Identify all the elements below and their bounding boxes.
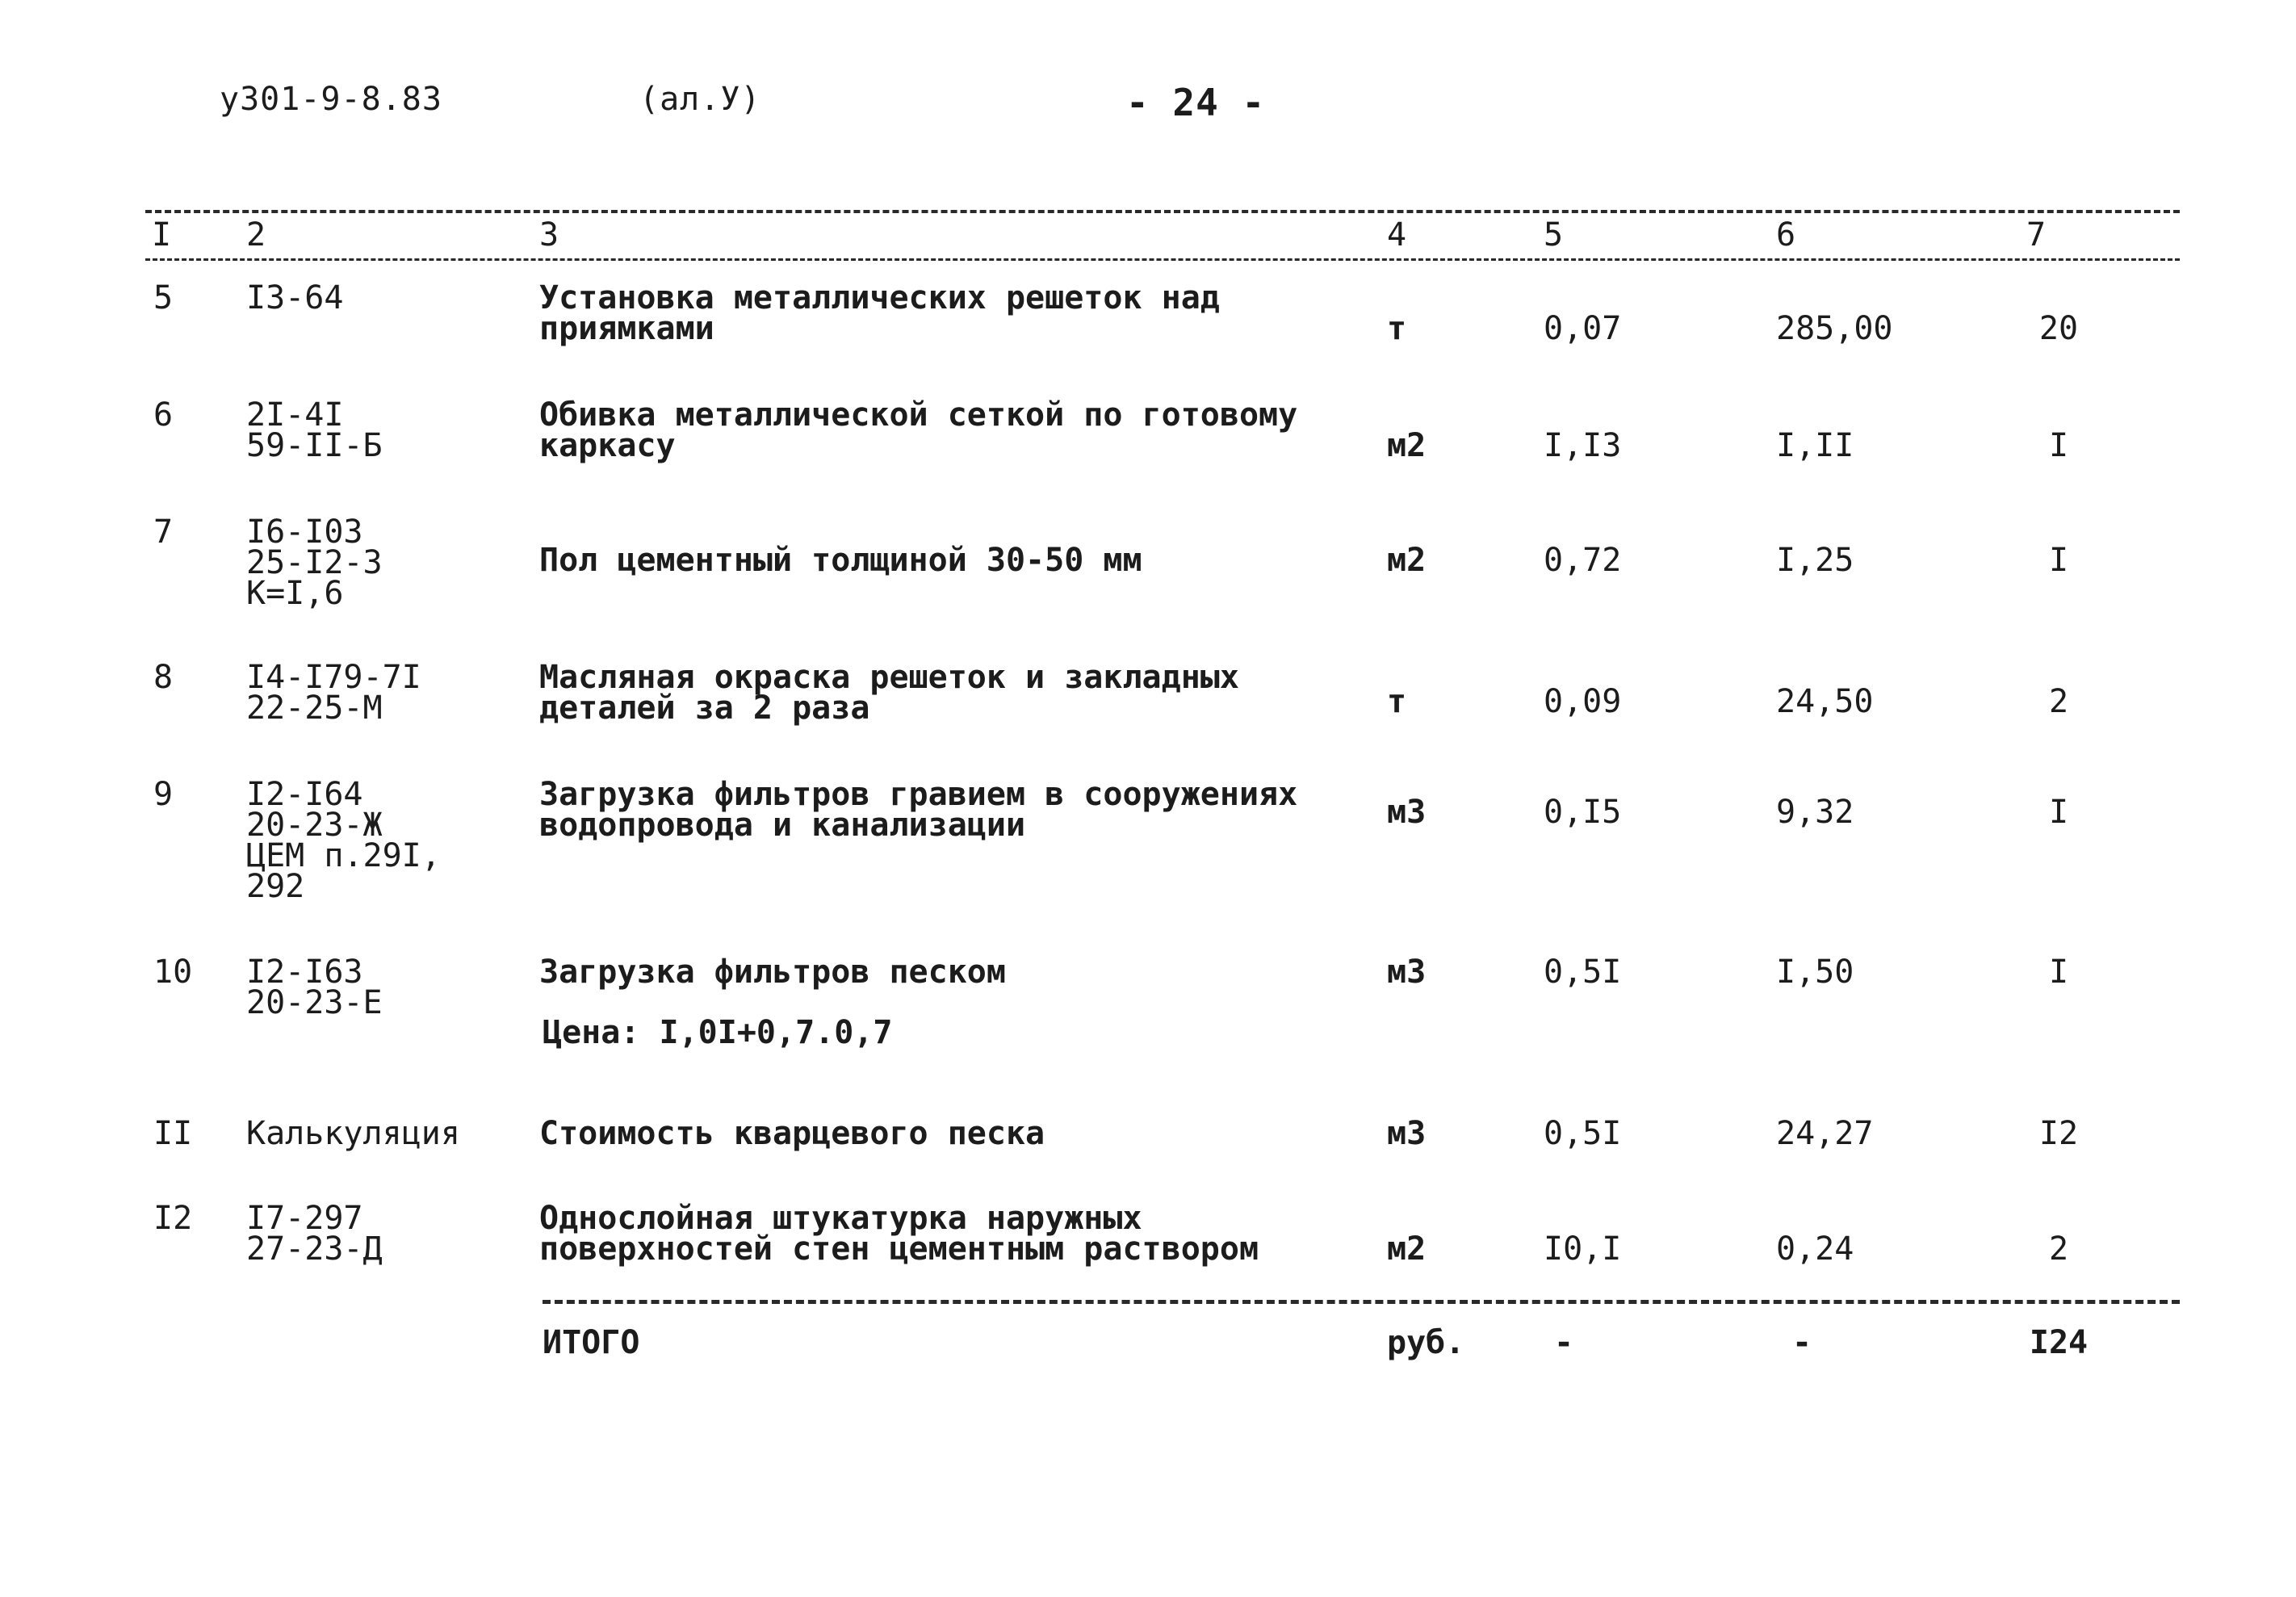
row-description: Масляная окраска решеток и закладных деталей за 2 раза bbox=[539, 659, 1239, 727]
total-quantity: - bbox=[1554, 1324, 1574, 1361]
row-unit: т bbox=[1387, 310, 1407, 347]
row-number: 8 bbox=[153, 659, 174, 696]
row-code: I2-I64 20-23-Ж ЦЕМ п.29I, 292 bbox=[246, 776, 441, 905]
row-unit-price: 9,32 bbox=[1776, 794, 1854, 831]
row-quantity: 0,09 bbox=[1544, 683, 1622, 720]
row-price-note: Цена: I,0I+0,7.0,7 bbox=[543, 1014, 893, 1051]
row-code: I6-I03 25-I2-3 К=I,6 bbox=[246, 513, 383, 612]
row-total: 2 bbox=[2048, 683, 2069, 720]
row-quantity: 0,5I bbox=[1544, 954, 1622, 991]
row-description: Загрузка фильтров гравием в сооружениях водопровода и канализации bbox=[539, 776, 1298, 844]
row-unit-price: 0,24 bbox=[1776, 1230, 1854, 1268]
row-unit-price: 285,00 bbox=[1776, 310, 1893, 347]
row-total: I bbox=[2048, 542, 2069, 579]
row-unit: м3 bbox=[1387, 794, 1427, 831]
total-unit: руб. bbox=[1387, 1324, 1465, 1361]
row-code: 2I-4I 59-II-Б bbox=[246, 396, 383, 464]
row-number: 6 bbox=[153, 396, 174, 434]
row-number: 7 bbox=[153, 513, 174, 551]
row-unit: м3 bbox=[1387, 1115, 1427, 1152]
row-number: 5 bbox=[153, 279, 174, 316]
column-header-3: 3 bbox=[539, 216, 559, 254]
column-header-6: 6 bbox=[1776, 216, 1796, 254]
sheet-label: (ал.У) bbox=[639, 81, 761, 118]
row-code: Калькуляция bbox=[246, 1115, 460, 1152]
row-code: I2-I63 20-23-Е bbox=[246, 954, 383, 1021]
row-unit: м2 bbox=[1387, 427, 1427, 464]
row-number: I2 bbox=[153, 1200, 193, 1237]
total-sum: I24 bbox=[2029, 1324, 2089, 1361]
column-header-7: 7 bbox=[2026, 216, 2047, 254]
row-code: I4-I79-7I 22-25-М bbox=[246, 659, 421, 727]
header-bottom-rule bbox=[145, 258, 2180, 261]
row-total: I2 bbox=[2038, 1115, 2079, 1152]
row-quantity: 0,I5 bbox=[1544, 794, 1622, 831]
row-total: I bbox=[2048, 794, 2069, 831]
row-number: 9 bbox=[153, 776, 174, 813]
row-total: 2 bbox=[2048, 1230, 2069, 1268]
row-code: I3-64 bbox=[246, 279, 344, 316]
row-quantity: 0,5I bbox=[1544, 1115, 1622, 1152]
row-unit-price: I,II bbox=[1776, 427, 1854, 464]
row-description: Однослойная штукатурка наружных поверхностей стен цементным раствором bbox=[539, 1200, 1259, 1268]
row-unit-price: 24,50 bbox=[1776, 683, 1874, 720]
row-quantity: 0,72 bbox=[1544, 542, 1622, 579]
column-header-5: 5 bbox=[1544, 216, 1564, 254]
row-description: Установка металлических решеток над приямками bbox=[539, 279, 1220, 347]
row-number: 10 bbox=[153, 954, 193, 991]
row-unit-price: I,50 bbox=[1776, 954, 1854, 991]
row-description: Пол цементный толщиной 30-50 мм bbox=[539, 542, 1142, 579]
column-header-2: 2 bbox=[246, 216, 266, 254]
row-total: 20 bbox=[2038, 310, 2079, 347]
row-total: I bbox=[2048, 427, 2069, 464]
row-description: Обивка металлической сеткой по готовому каркасу bbox=[539, 396, 1298, 464]
total-label: ИТОГО bbox=[543, 1324, 640, 1361]
row-unit-price: 24,27 bbox=[1776, 1115, 1874, 1152]
column-header-4: 4 bbox=[1387, 216, 1407, 254]
row-quantity: 0,07 bbox=[1544, 310, 1622, 347]
row-unit-price: I,25 bbox=[1776, 542, 1854, 579]
row-total: I bbox=[2048, 954, 2069, 991]
row-quantity: I,I3 bbox=[1544, 427, 1622, 464]
row-number: II bbox=[153, 1115, 193, 1152]
row-unit: м2 bbox=[1387, 1230, 1427, 1268]
row-description: Стоимость кварцевого песка bbox=[539, 1115, 1045, 1152]
page-number: - 24 - bbox=[1126, 81, 1266, 124]
column-header-row bbox=[0, 216, 2296, 257]
document-code: у301-9-8.83 bbox=[220, 81, 442, 118]
row-unit: м3 bbox=[1387, 954, 1427, 991]
row-description: Загрузка фильтров песком bbox=[539, 954, 1006, 991]
total-unit-price: - bbox=[1792, 1324, 1812, 1361]
row-unit: м2 bbox=[1387, 542, 1427, 579]
row-unit: т bbox=[1387, 683, 1407, 720]
total-separator-rule bbox=[543, 1300, 2180, 1304]
row-quantity: I0,I bbox=[1544, 1230, 1622, 1268]
row-code: I7-297 27-23-Д bbox=[246, 1200, 383, 1268]
table-top-rule bbox=[145, 210, 2180, 213]
column-header-1: I bbox=[152, 216, 172, 254]
